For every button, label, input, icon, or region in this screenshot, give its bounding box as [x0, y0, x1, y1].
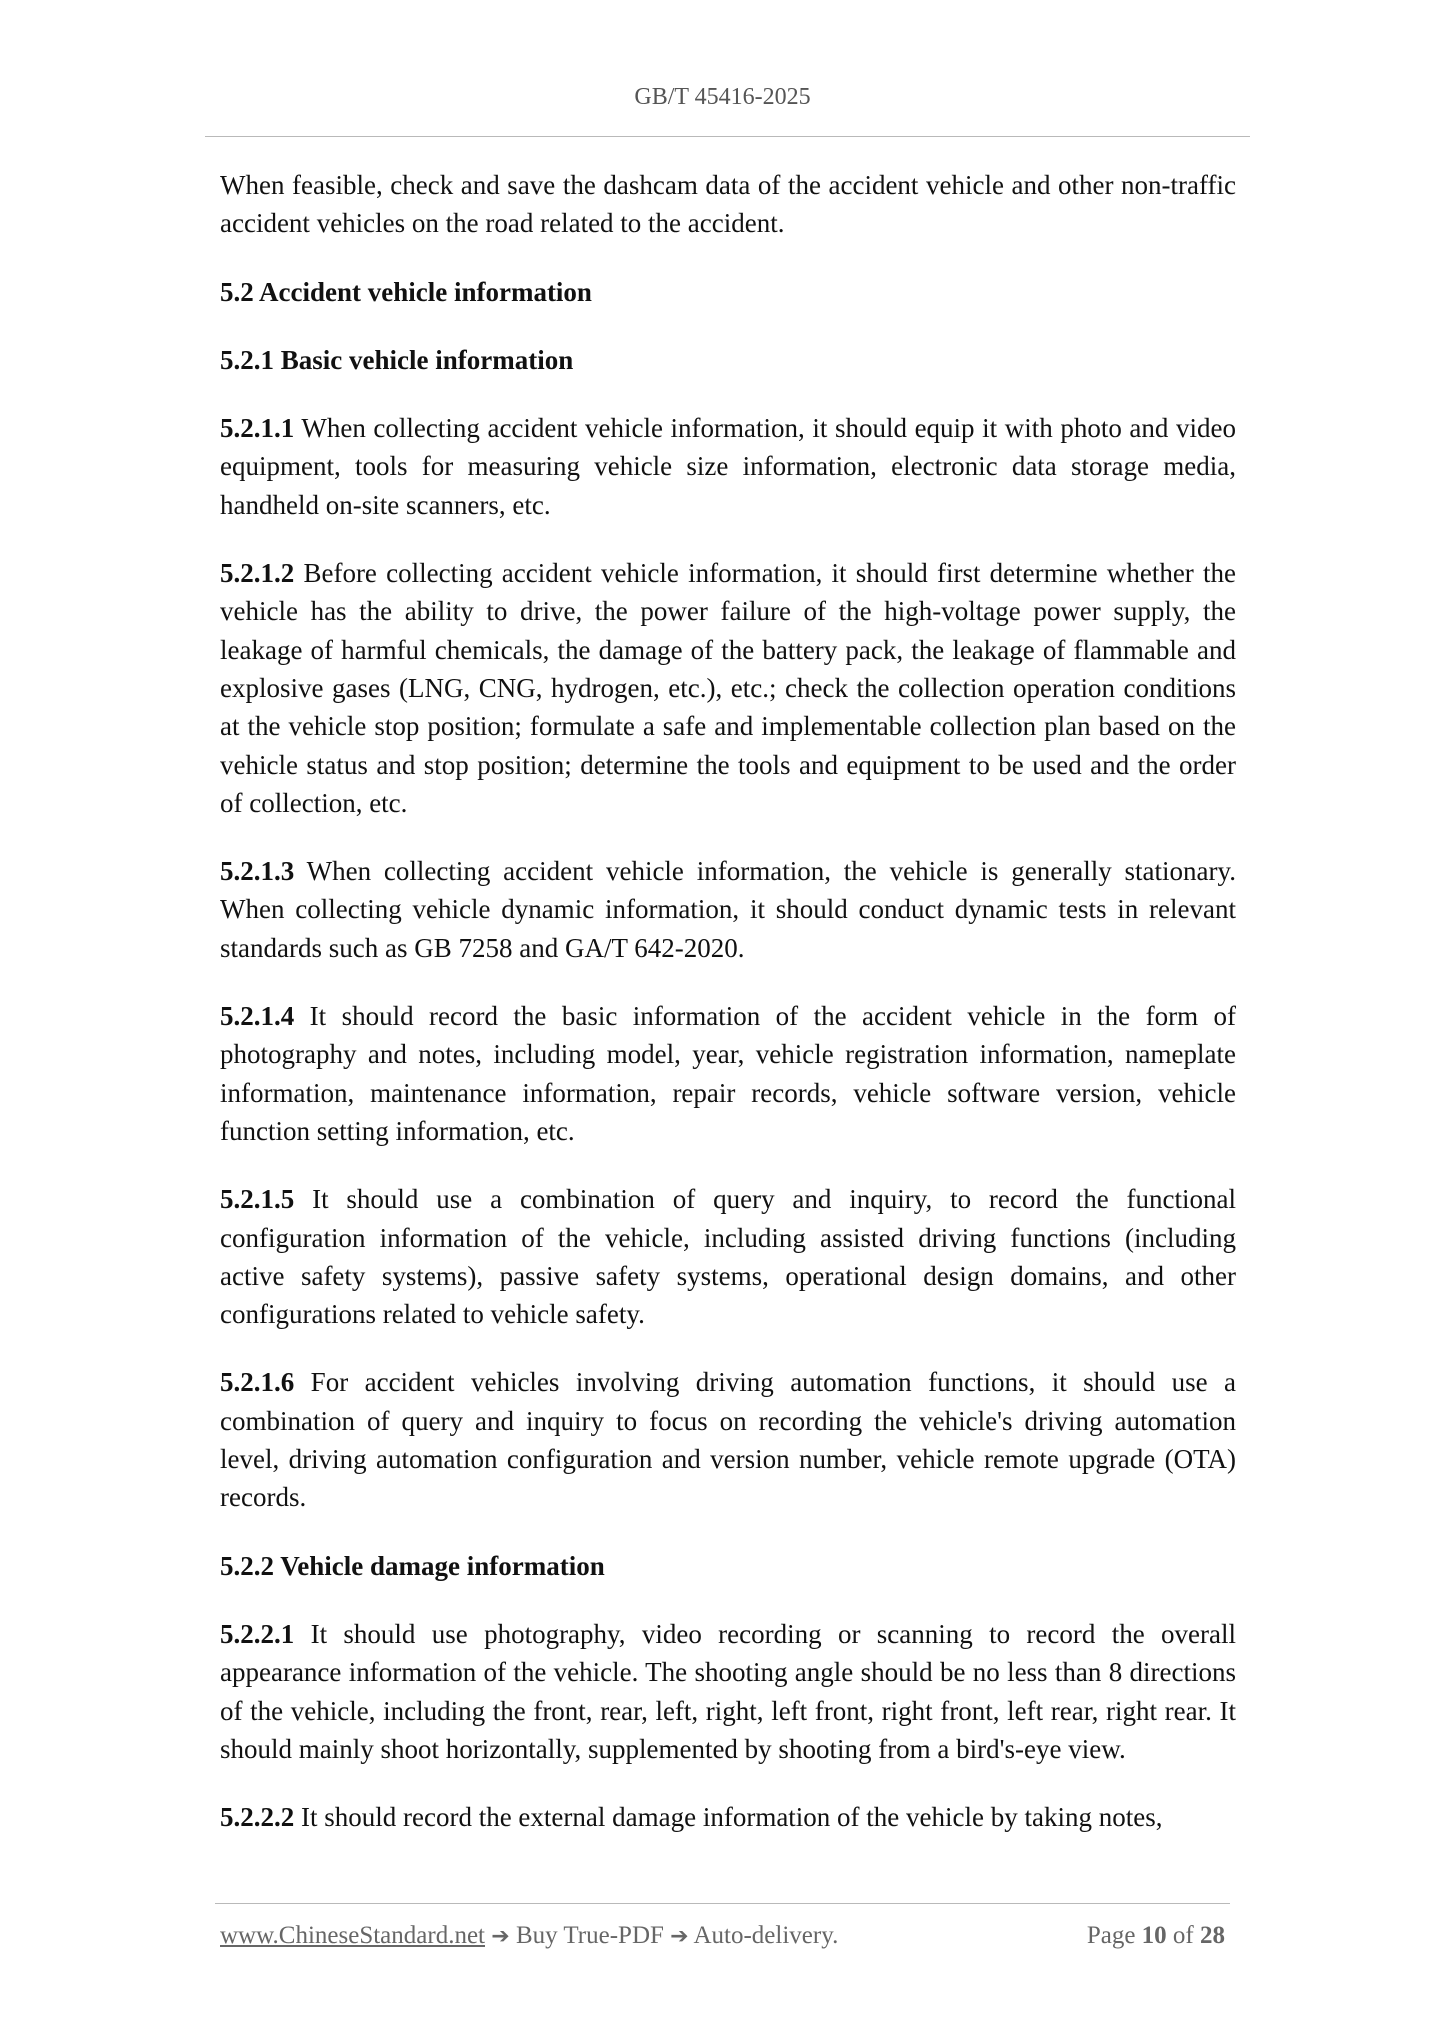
clause-text: When collecting accident vehicle information, the vehicle is generally stationary. When collecting vehicle dynamic information, it should conduct dynamic tests in relevant standards such as GB 7258 and GA/T 642-2020. — [220, 856, 1236, 963]
clause-text: When collecting accident vehicle information, it should equip it with photo and video equipment, tools for measuring vehicle size information, electronic data storage media, handheld on-site scanners, etc. — [220, 413, 1236, 520]
clause-number: 5.2.1.5 — [220, 1184, 295, 1215]
footer-promo — [220, 1922, 838, 1950]
clause-number: 5.2.1.1 — [220, 413, 295, 444]
intro-paragraph: When feasible, check and save the dashcam data of the accident vehicle and other non-traffic accident vehicles on the road related to the accident. — [220, 170, 1236, 239]
clause-5-2-1-2 — [220, 554, 1236, 822]
buy-pdf-text: Buy True-PDF — [509, 1922, 671, 1949]
clause-5-2-1-4 — [220, 997, 1236, 1150]
clause-number: 5.2.1.4 — [220, 1001, 295, 1032]
section-heading-5-2: 5.2 Accident vehicle information — [220, 276, 592, 307]
clause-5-2-2-2 — [220, 1798, 1236, 1836]
arrow-right-icon: ➔ — [491, 1924, 510, 1949]
clause-number: 5.2.1.6 — [220, 1367, 295, 1398]
of-label: of — [1172, 1922, 1194, 1949]
clause-text: It should use a combination of query and inquiry, to record the functional configuration information of the vehicle, including assisted driving functions (including active safety systems), passive safety systems, operational design domains, and other configurations related to vehicle safety. — [220, 1184, 1236, 1330]
clause-number: 5.2.2.2 — [220, 1802, 295, 1833]
document-body — [220, 166, 1236, 1866]
section-heading-5-2-2: 5.2.2 Vehicle damage information — [220, 1550, 605, 1581]
clause-5-2-2-1 — [220, 1615, 1236, 1768]
clause-text: Before collecting accident vehicle information, it should first determine whether the vehicle has the ability to drive, the power failure of the high-voltage power supply, the leakage of harmful chemicals, the damage of the battery pack, the leakage of flammable and explosive gases (LNG, CNG, hydrogen, etc.), etc.; check the collection operation conditions at the vehicle stop position; formulate a safe and implementable collection plan based on the vehicle status and stop position; determine the tools and equipment to be used and the order of collection, etc. — [220, 558, 1236, 818]
clause-number: 5.2.2.1 — [220, 1618, 295, 1649]
page-footer — [220, 1922, 1225, 1956]
clause-5-2-1-1 — [220, 409, 1236, 524]
section-heading-5-2-1: 5.2.1 Basic vehicle information — [220, 344, 574, 375]
footer-divider — [215, 1903, 1230, 1904]
clause-5-2-1-5 — [220, 1180, 1236, 1333]
clause-number: 5.2.1.3 — [220, 856, 295, 887]
header-divider — [205, 136, 1250, 137]
clause-5-2-1-3 — [220, 852, 1236, 967]
clause-text: It should use photography, video recording or scanning to record the overall appearance information of the vehicle. The shooting angle should be no less than 8 directions of the vehicle, including the front, rear, left, right, left front, right front, left rear, right rear. It should mainly shoot horizontally, supplemented by shooting from a bird's-eye view. — [220, 1618, 1236, 1764]
page-header-title: GB/T 45416-2025 — [634, 84, 811, 110]
clause-text: It should record the basic information of the accident vehicle in the form of photography and notes, including model, year, vehicle registration information, nameplate information, maintenance information, repair records, vehicle software version, vehicle function setting information, etc. — [220, 1001, 1236, 1146]
clause-text: It should record the external damage information of the vehicle by taking notes, — [294, 1802, 1163, 1833]
clause-number: 5.2.1.2 — [220, 558, 295, 589]
website-link[interactable]: www.ChineseStandard.net — [220, 1922, 485, 1949]
page-label: Page — [1086, 1922, 1136, 1949]
auto-delivery-text: Auto-delivery. — [688, 1922, 839, 1949]
page-number-indicator — [1087, 1922, 1225, 1950]
clause-text: For accident vehicles involving driving automation functions, it should use a combination of query and inquiry to focus on recording the vehicle's driving automation level, driving automation configuration and version number, vehicle remote upgrade (OTA) records. — [220, 1367, 1236, 1513]
clause-5-2-1-6 — [220, 1363, 1236, 1516]
arrow-right-icon: ➔ — [670, 1924, 689, 1949]
total-pages-number: 28 — [1200, 1922, 1225, 1949]
current-page-number: 10 — [1141, 1922, 1167, 1949]
